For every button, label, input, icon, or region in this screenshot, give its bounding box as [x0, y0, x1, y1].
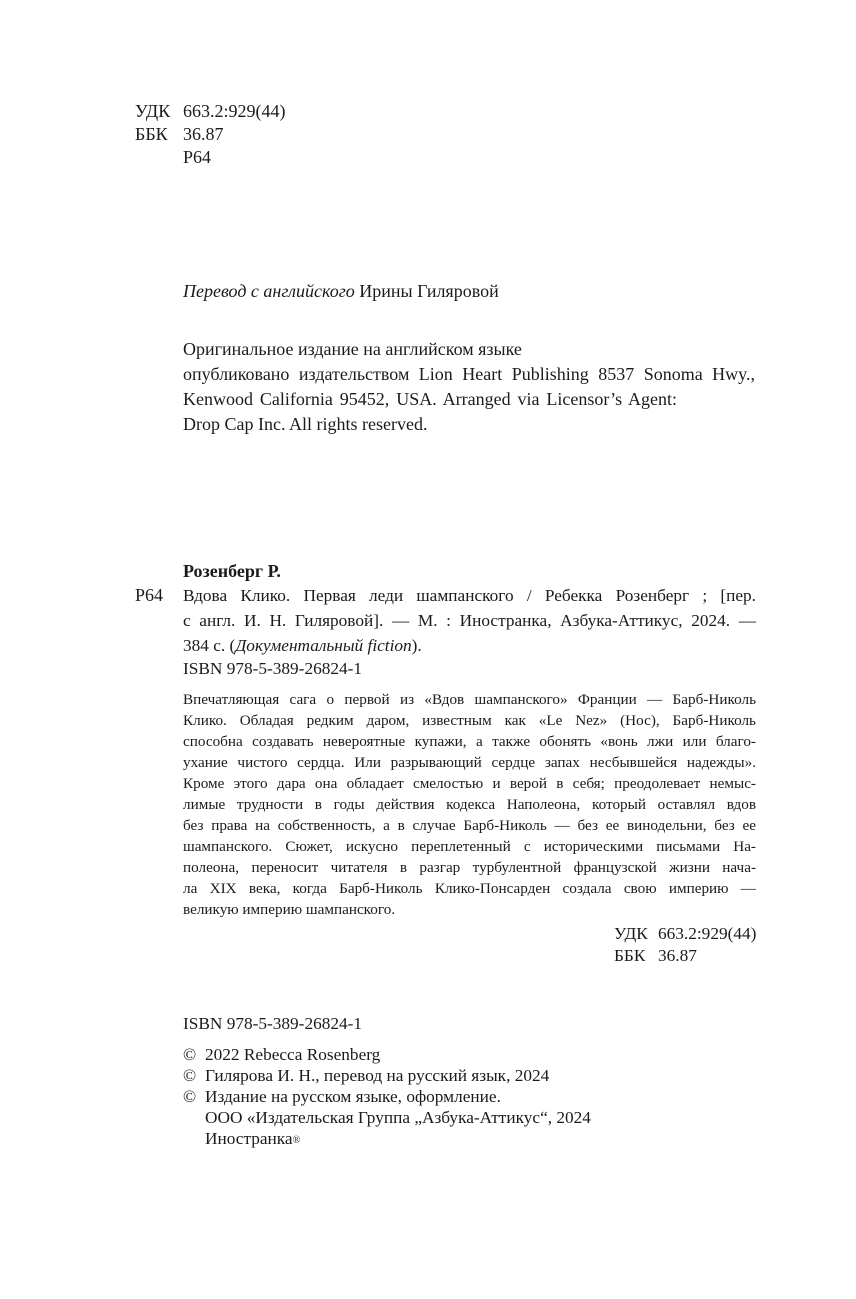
annotation-line: полеона, переносит читателя в разгар турбулентной французской жизни нача- — [183, 859, 756, 876]
udk-value: 663.2:929(44) — [183, 101, 286, 121]
copyright-block — [183, 1042, 603, 1152]
copyright-text: 2022 Rebecca Rosenberg — [205, 1045, 381, 1064]
catalog-description — [183, 583, 756, 658]
catalog-series: Документальный fiction — [235, 636, 412, 655]
bbk-label: ББК — [135, 124, 168, 144]
annotation — [183, 689, 756, 920]
bbk-value: 36.87 — [183, 124, 224, 144]
original-edition-line: Drop Cap Inc. All rights reserved. — [183, 414, 428, 434]
imprint-name: Иностранка — [205, 1129, 293, 1148]
annotation-line: ухание чистого сердца. Или разрывающий сердце запах несбывшейся надежды». — [183, 754, 756, 771]
original-edition-line: опубликовано издательством Lion Heart Publishing 8537 Sonoma Hwy., — [183, 364, 755, 384]
annotation-line: Впечатляющая сага о первой из «Вдов шампанского» Франции — Барб-Николь — [183, 691, 756, 708]
catalog-line-3 — [183, 633, 756, 658]
annotation-line: шампанского. Сюжет, искусно переплетенный с историческими письмами На- — [183, 838, 756, 855]
registered-mark: ® — [292, 1135, 301, 1146]
imprint — [205, 1126, 300, 1153]
catalog-line-2: с англ. И. Н. Гиляровой]. — М. : Иностранка, Азбука-Аттикус, 2024. — — [183, 611, 756, 630]
bbk-value: 36.87 — [658, 946, 697, 965]
classification-block-bottom — [614, 921, 764, 969]
catalog-author-mark: Р64 — [135, 585, 164, 605]
copyright-symbol: © — [183, 1066, 197, 1085]
original-edition-line: Оригинальное издание на английском языке — [183, 339, 522, 359]
catalog-line-1: Вдова Клико. Первая леди шампанского / Ребекка Розенберг ; [пер. — [183, 586, 756, 605]
translator-name: Ирины Гиляровой — [359, 281, 499, 301]
annotation-line: ла XIX века, когда Барб-Николь Клико-Понсарден создала свою империю — — [183, 880, 756, 897]
annotation-line: способна создавать невероятные купажи, а также обонять «вонь лжи или благо- — [183, 733, 756, 750]
author-mark: Р64 — [183, 147, 212, 167]
catalog-pages: 384 с. ( — [183, 636, 236, 655]
annotation-line: Кроме этого дара она обладает смелостью и верой в себя; преодолевает немыс- — [183, 775, 756, 792]
catalog-isbn: ISBN 978-5-389-26824-1 — [183, 659, 363, 678]
udk-label: УДК — [614, 924, 648, 943]
copyright-text: Гилярова И. Н., перевод на русский язык, 2024 — [205, 1066, 550, 1085]
catalog-author-heading: Розенберг Р. — [183, 561, 281, 581]
annotation-line: великую империю шампанского. — [183, 901, 396, 918]
copyright-text: Издание на русском языке, оформление. — [205, 1087, 501, 1106]
bbk-label: ББК — [614, 946, 646, 965]
classification-block-top — [135, 99, 335, 171]
original-edition-line: Kenwood California 95452, USA. Arranged via Licensor’s Agent: — [183, 389, 677, 409]
original-edition — [183, 337, 755, 437]
annotation-line: Клико. Обладая редким даром, известным как «Le Nez» (Нос), Барб-Николь — [183, 712, 756, 729]
copyright-symbol: © — [183, 1087, 197, 1106]
copyright-isbn: ISBN 978-5-389-26824-1 — [183, 1014, 363, 1033]
copyright-publisher: ООО «Издательская Группа „Азбука-Аттикус“, 2024 — [205, 1108, 591, 1127]
annotation-line: без права на собственность, а в случае Барб-Николь — без ее винодельни, без ее — [183, 817, 756, 834]
translator-line — [183, 279, 499, 304]
udk-value: 663.2:929(44) — [658, 924, 757, 943]
translator-prefix: Перевод с английского — [183, 281, 355, 301]
annotation-line: лимые трудности в годы действия кодекса Наполеона, который оставлял вдов — [183, 796, 756, 813]
copyright-symbol: © — [183, 1045, 197, 1064]
udk-label: УДК — [135, 101, 171, 121]
catalog-line-3-end: ). — [411, 636, 422, 655]
